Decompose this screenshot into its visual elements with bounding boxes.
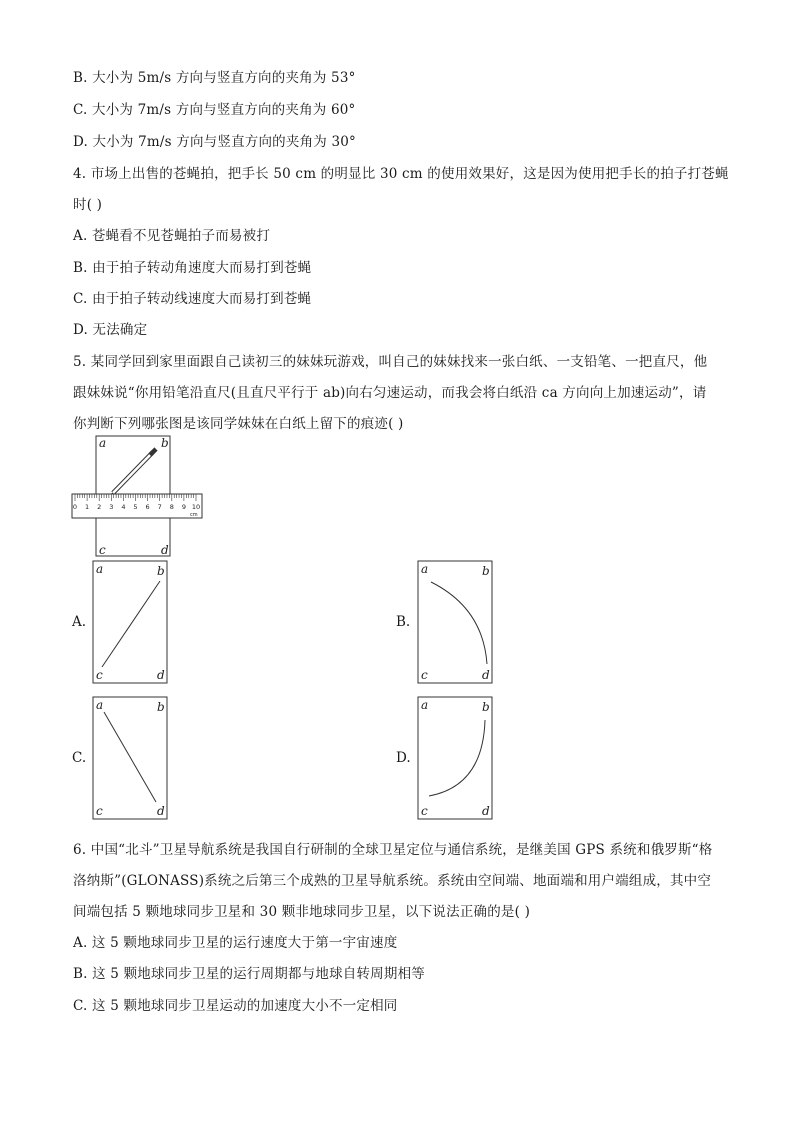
trace-curve [431,582,487,664]
corner-label-a: a [96,698,104,712]
corner-label-b: b [482,700,490,714]
ruler-tick-label: 10 [191,503,201,511]
ruler-unit-label: cm [190,512,198,518]
corner-label-a: a [421,698,429,712]
q6-option-b: B. 这 5 颗地球同步卫星的运行周期都与地球自转周期相等 [73,966,425,982]
q5-option-d-label: D. [396,750,411,766]
q4-option-b: B. 由于拍子转动角速度大而易打到苍蝇 [73,260,312,276]
q5-stem-line1: 5. 某同学回到家里面跟自己读初三的妹妹玩游戏，叫自己的妹妹找来一张白纸、一支铅笔、一把直尺，他 [73,354,708,370]
corner-label-a: a [421,562,429,576]
q5-stem-line2: 跟妹妹说“你用铅笔沿直尺(且直尺平行于 ab)向右匀速运动，而我会将白纸沿 ca 方向向上加速运动”，请 [73,385,707,401]
corner-label-a: a [99,436,107,450]
corner-label-a: a [96,562,104,576]
q5-option-c-label: C. [72,750,87,766]
q5-option-c-figure[interactable] [92,696,168,820]
corner-label-c: c [96,668,103,682]
ruler-tick-label: 9 [181,503,186,511]
trace-curve [429,720,485,796]
ruler-tick-label: 1 [85,503,90,511]
q6-option-c: C. 这 5 颗地球同步卫星运动的加速度大小不一定相同 [73,998,398,1014]
corner-label-b: b [157,700,165,714]
q4-stem-line1: 4. 市场上出售的苍蝇拍，把手长 50 cm 的明显比 30 cm 的使用效果好，这是因为使用把手长的拍子打苍蝇 [73,166,729,182]
q5-option-b-figure[interactable] [417,560,493,684]
corner-label-b: b [157,564,165,578]
q5-option-d-figure[interactable] [417,696,493,820]
ruler-tick-label: 8 [169,503,174,511]
q4-stem-line2: 时( ) [73,197,103,213]
corner-label-d: d [482,804,490,818]
q5-stem-line3: 你判断下列哪张图是该同学妹妹在白纸上留下的痕迹( ) [73,416,404,432]
corner-label-c: c [99,543,106,557]
corner-label-d: d [161,543,169,557]
q3-option-b: B. 大小为 5m/s 方向与竖直方向的夹角为 53° [73,70,356,86]
q5-setup-figure [70,434,210,559]
corner-label-d: d [482,668,490,682]
ruler-tick-label: 2 [97,503,102,511]
q6-stem-line1: 6. 中国“北斗”卫星导航系统是我国自行研制的全球卫星定位与通信系统，是继美国 GPS 系统和俄罗斯“格 [73,842,713,858]
ruler-tick-label: 5 [133,503,138,511]
trace-line [104,712,156,802]
q6-stem-line2: 洛纳斯”(GLONASS)系统之后第三个成熟的卫星导航系统。系统由空间端、地面端和用户端组成，其中空 [73,873,712,889]
ruler-tick-label: 7 [157,503,162,511]
trace-line [102,581,160,667]
corner-label-c: c [421,804,428,818]
corner-label-d: d [157,668,165,682]
q4-option-a: A. 苍蝇看不见苍蝇拍子而易被打 [73,228,271,244]
corner-label-c: c [421,668,428,682]
q3-option-c: C. 大小为 7m/s 方向与竖直方向的夹角为 60° [73,102,356,118]
corner-label-d: d [157,804,165,818]
q3-option-d: D. 大小为 7m/s 方向与竖直方向的夹角为 30° [73,134,356,150]
ruler-tick-label: 0 [72,503,78,511]
q6-option-a: A. 这 5 颗地球同步卫星的运行速度大于第一宇宙速度 [73,935,398,951]
ruler-tick-label: 3 [109,503,114,511]
corner-label-b: b [482,564,490,578]
corner-label-c: c [96,804,103,818]
q4-option-c: C. 由于拍子转动线速度大而易打到苍蝇 [73,291,312,307]
q5-option-b-label: B. [396,614,411,630]
q5-option-a-figure[interactable] [92,560,168,684]
q5-option-a-label: A. [72,614,87,630]
pencil-icon [109,449,156,497]
q6-stem-line3: 间端包括 5 颗地球同步卫星和 30 颗非地球同步卫星，以下说法正确的是( ) [73,904,531,920]
q4-option-d: D. 无法确定 [73,322,148,338]
ruler-tick-label: 4 [121,503,126,511]
ruler-tick-label: 6 [145,503,150,511]
corner-label-b: b [161,436,169,450]
ruler [72,494,202,518]
